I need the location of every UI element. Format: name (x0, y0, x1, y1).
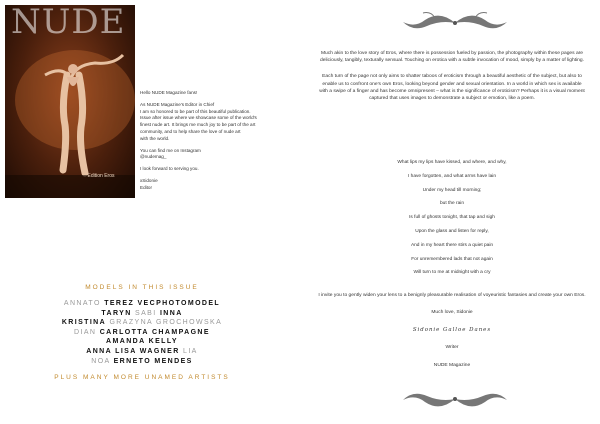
letter-signature: xSidonie Editor (140, 177, 158, 190)
model-row (8, 309, 276, 319)
top-flourish-ornament (395, 8, 515, 38)
model-name: TARYN (101, 309, 132, 317)
letter-instagram: You can find me on Instagram @nudemag_ (140, 147, 201, 160)
author-name: Sidonie Galloe Danes (412, 327, 492, 333)
model-name: SABI (135, 309, 157, 317)
poem-line: Is full of ghosts tonight, that tap and sigh (409, 215, 495, 221)
poem-line: but the rain (439, 201, 464, 207)
model-row (8, 328, 276, 338)
poem-line: Under my head till morning; (422, 187, 482, 193)
intro-text (318, 50, 586, 111)
letter-greeting: Hello NUDE Magazine fans! (140, 90, 198, 95)
poem-line: For unremembered lads that not again (411, 256, 493, 262)
cover-caption: Edition Eros (87, 173, 115, 179)
poem-line: What lips my lips have kissed, and where, and why, (397, 160, 507, 165)
author-publication: NUDE Magazine (433, 363, 471, 368)
model-row (8, 347, 276, 357)
poem-line: And in my heart there stirs a quiet pain (410, 242, 494, 248)
model-name: LIA (183, 347, 198, 355)
letter-closing: I look forward to serving you. (140, 166, 199, 172)
model-name: CARLOTTA CHAMPAGNE (99, 328, 210, 336)
poem-line: Will turn to me at midnight with a cry (413, 270, 491, 276)
model-row (8, 337, 276, 347)
model-name: INNA (159, 309, 183, 317)
model-row (8, 318, 276, 328)
model-name: ANNATO (63, 300, 101, 307)
models-section (8, 284, 276, 381)
models-heading: MODELS IN THIS ISSUE (85, 284, 199, 291)
closing-text (318, 292, 586, 380)
model-name: GRAZYNA GROCHOWSKA (109, 319, 223, 327)
model-name: KRISTINA (61, 319, 107, 327)
bottom-flourish-ornament (395, 384, 515, 414)
model-name: TEREZ VECPHOTOMODEL (104, 300, 221, 307)
model-name: AMANDA KELLY (106, 338, 178, 346)
intro-paragraph-1: Much akin to the love story of Eros, where there is possession fueled by passion, the photography within these pages are deliciously, tangibly, texturally sensual. Touching on erotica with a subtle invocation of mood, simply by a matter of lighting. (320, 51, 584, 64)
model-name: ERNETO MENDES (113, 357, 193, 365)
model-row (8, 357, 276, 367)
model-row (8, 299, 276, 309)
instagram-handle[interactable]: @nudemag_ (140, 154, 167, 160)
poem-line: I have forgotten, and what arms have lain (408, 173, 496, 179)
author-role: Writer (445, 345, 459, 350)
poem (318, 156, 586, 280)
models-list (8, 299, 276, 366)
model-name: ANNA LISA WAGNER (86, 347, 180, 355)
model-name: NOA (91, 357, 111, 365)
closing-invite: I invite you to gently widen your lens to a benignly pleasurable realisation of voyeuristic fantasies and create your own Eros. (318, 293, 586, 298)
editor-letter (140, 90, 300, 197)
cover-masthead: NUDE (11, 5, 126, 42)
closing-signoff: Much love, Sidonie (431, 310, 473, 315)
models-footer: PLUS MANY MORE UNAMED ARTISTS (54, 374, 230, 382)
model-name: DIAN (74, 328, 97, 336)
cover-image (5, 5, 135, 198)
intro-paragraph-2: Each turn of the page not only aims to shatter taboos of eroticism through a beautiful aesthetic of the subject, but also to enable us to confront one's own Eros, looking beyond gender and sexual orientation. In a world in which sex is available with a swipe of a finger and has become omnipresent – what is the significance of eroticism? Perhaps it is a visual moment captured that uses images to demonstrate a subject or emotion, like a poem. (319, 74, 585, 102)
letter-body: As NUDE Magazine's Editor in Chief I am so honored to be part of this beautiful publication. Issue after issue where we showcase some of the world's finest nude art. It brings me much joy to be part of the art community, and to help share the love of nude art with the world. (140, 101, 257, 141)
poem-line: Upon the glass and listen for reply, (415, 228, 489, 234)
